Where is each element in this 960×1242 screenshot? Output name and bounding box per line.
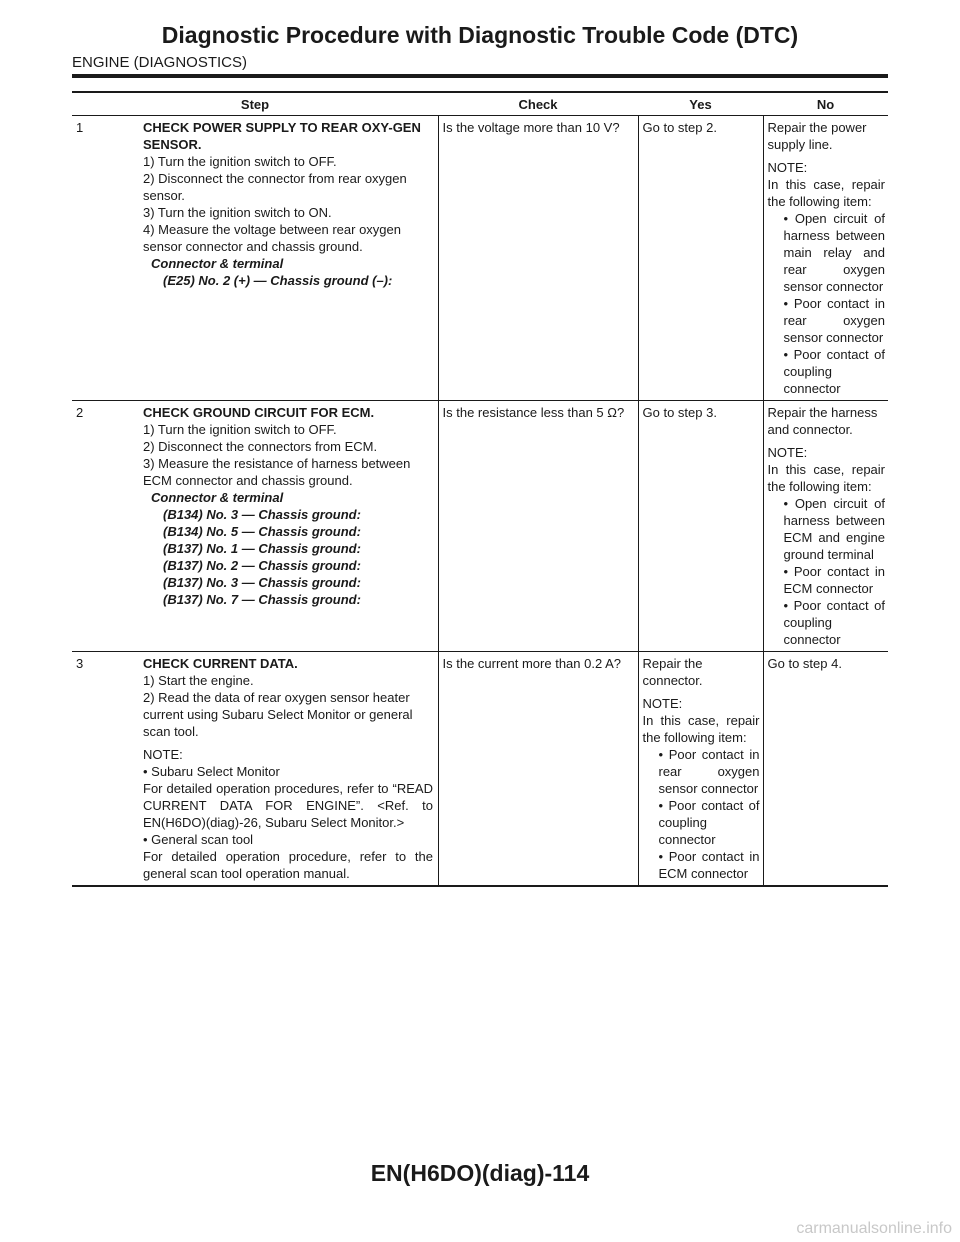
yes-text: Repair the connector. [642,656,703,688]
column-header-no: No [763,92,888,116]
note-intro: In this case, repair the following item: [767,177,885,209]
connector-line: (B137) No. 3 — Chassis ground: [163,575,361,590]
connector-line: (B134) No. 3 — Chassis ground: [163,507,361,522]
step-number: 1 [76,120,84,135]
section-title: ENGINE (DIAGNOSTICS) [72,54,248,71]
no-text: Repair the power supply line. [767,120,867,152]
note-item: • Poor contact in rear oxygen sensor connector [783,296,885,345]
step-cell [72,401,438,652]
diagnostic-table [72,91,888,887]
note-item: • Poor contact of coupling connector [783,598,885,647]
note-item: • Subaru Select Monitor [143,764,280,779]
note-item: • Poor contact of coupling connector [658,798,760,847]
check-cell: Is the voltage more than 10 V? [438,116,638,401]
no-cell [763,116,888,401]
no-text: Repair the harness and connector. [767,405,878,437]
note-item: • Poor contact in ECM connector [658,849,760,881]
page-title: Diagnostic Procedure with Diagnostic Trouble Code (DTC) [161,22,799,48]
step-number: 2 [76,405,84,420]
note-intro: In this case, repair the following item: [642,713,760,745]
header-rule [72,74,888,78]
instruction: 1) Turn the ignition switch to OFF. [143,154,337,169]
note-label: NOTE: [143,747,183,762]
note-label: NOTE: [642,696,683,711]
watermark: carmanualsonline.info [796,1220,952,1237]
column-header-step: Step [72,92,438,116]
column-header-yes: Yes [638,92,763,116]
check-cell: Is the current more than 0.2 A? [438,652,638,887]
table-header-row [72,92,888,116]
connector-line: (B137) No. 7 — Chassis ground: [163,592,361,607]
check-cell: Is the resistance less than 5 Ω? [438,401,638,652]
step-title: CHECK POWER SUPPLY TO REAR OXY-GEN SENSOR. [143,120,421,152]
step-cell [72,652,438,887]
table-row [72,652,888,887]
note-label: NOTE: [767,160,808,175]
step-number: 3 [76,656,84,671]
note-item: For detailed operation procedure, refer to the general scan tool operation manual. [143,849,433,881]
connector-label: Connector & terminal [151,256,284,271]
instruction: 3) Measure the resistance of harness between ECM connector and chassis ground. [143,456,411,488]
page-number: EN(H6DO)(diag)-114 [370,1160,590,1186]
connector-label: Connector & terminal [151,490,284,505]
connector-line: (B137) No. 2 — Chassis ground: [163,558,361,573]
instruction: 3) Turn the ignition switch to ON. [143,205,332,220]
instruction: 2) Disconnect the connectors from ECM. [143,439,378,454]
connector-line: (B137) No. 1 — Chassis ground: [163,541,361,556]
yes-cell: Go to step 2. [638,116,763,401]
instruction: 2) Read the data of rear oxygen sensor heater current using Subaru Select Monitor or general scan tool. [143,690,413,739]
instruction: 2) Disconnect the connector from rear oxygen sensor. [143,171,407,203]
note-label: NOTE: [767,445,808,460]
instruction: 1) Start the engine. [143,673,254,688]
table-row [72,401,888,652]
note-item: For detailed operation procedures, refer to “READ CURRENT DATA FOR ENGINE”. <Ref. to EN(H6DO)(diag)-26, Subaru Select Monitor.> [143,781,433,830]
step-title: CHECK CURRENT DATA. [143,656,298,671]
note-intro: In this case, repair the following item: [767,462,885,494]
note-item: • Poor contact of coupling connector [783,347,885,396]
note-item: • Open circuit of harness between main relay and rear oxygen sensor connector [783,211,885,294]
note-item: • General scan tool [143,832,254,847]
note-item: • Poor contact in ECM connector [783,564,885,596]
instruction: 1) Turn the ignition switch to OFF. [143,422,337,437]
step-title: CHECK GROUND CIRCUIT FOR ECM. [143,405,375,420]
note-item: • Open circuit of harness between ECM and engine ground terminal [783,496,885,562]
no-cell: Go to step 4. [763,652,888,887]
connector-line: (E25) No. 2 (+) — Chassis ground (–): [163,273,393,288]
column-header-check: Check [438,92,638,116]
step-cell [72,116,438,401]
note-item: • Poor contact in rear oxygen sensor connector [658,747,760,796]
yes-cell [638,652,763,887]
no-cell [763,401,888,652]
yes-cell: Go to step 3. [638,401,763,652]
instruction: 4) Measure the voltage between rear oxygen sensor connector and chassis ground. [143,222,401,254]
connector-line: (B134) No. 5 — Chassis ground: [163,524,361,539]
table-row [72,116,888,401]
